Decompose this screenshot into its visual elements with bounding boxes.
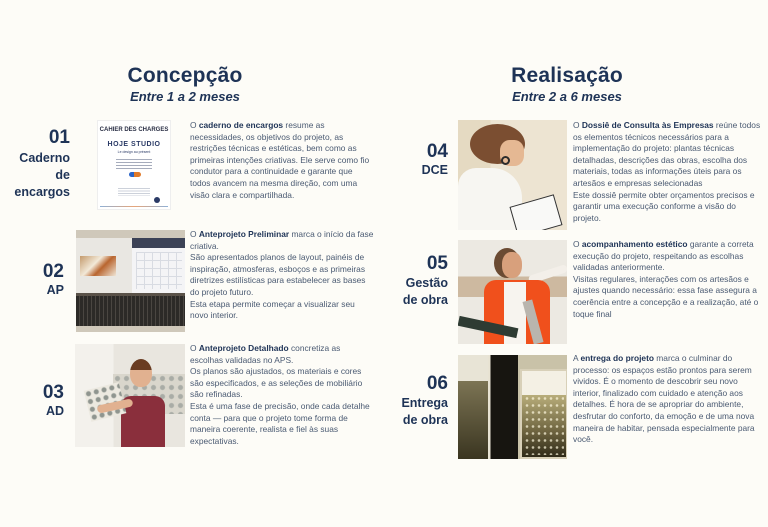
step-image-document-cover: [97, 120, 171, 210]
step-name: de obra: [402, 413, 448, 427]
laptop-screen-2d-plan: [132, 238, 185, 293]
step-name: de: [55, 168, 70, 182]
doc-contact-lines: [118, 188, 150, 196]
desc-keyword: entrega do projeto: [580, 353, 654, 363]
step-label-06: [388, 374, 448, 429]
champagne-glass-left: [458, 355, 488, 459]
section-duration: Entre 1 a 2 meses: [130, 89, 240, 104]
step-name: encargos: [14, 185, 70, 199]
step-name: de obra: [402, 293, 448, 307]
step-name: AD: [45, 404, 64, 418]
desc-text: concretiza as escolhas validadas no APS.: [190, 343, 341, 365]
step-label-01: [8, 128, 70, 201]
step-label-04: [390, 142, 448, 179]
desc-lead: O: [190, 343, 199, 353]
step-label-05: [388, 254, 448, 309]
step-number: 02: [42, 261, 64, 282]
seal-icon: [154, 197, 160, 203]
desc-paragraph: Os planos são ajustados, os materiais e cores são especificados, e as seleções de mobiliário são refinadas.: [190, 366, 363, 400]
step-label-02: [8, 262, 64, 299]
desc-paragraph: Visitas regulares, interações com os artesãos e ajustes quando necessário: essa fase assegura a coerência entre a concepção e a realização, até o toque final: [573, 273, 759, 319]
desc-paragraph: Este dossiê permite obter orçamentos precisos e garantir uma execução conforme a visão do projeto.: [573, 189, 755, 223]
desc-text: reúne todos os elementos técnicos necessários para a implementação do projeto: plantas técnicas detalhadas, descrições das obras, escolha dos materiais, todas as informações úteis para os artesãos e empresas selecionadas: [573, 120, 761, 188]
person-shirt: [458, 168, 522, 230]
step-description-04: [573, 120, 761, 224]
step-description-06: [573, 353, 761, 446]
section-duration: Entre 2 a 6 meses: [512, 89, 622, 104]
desc-text: garante a correta execução do projeto, respeitando as escolhas validadas anteriormente.: [573, 239, 754, 273]
desc-text: marca o início da fase criativa.: [190, 229, 374, 251]
desc-paragraph: [573, 120, 761, 190]
blueprint-grid: [136, 252, 182, 289]
desc-paragraph: [573, 239, 761, 274]
step-name: Caderno: [19, 151, 70, 165]
column-header-realisacao: [472, 64, 662, 105]
desc-lead: O: [573, 239, 582, 249]
desc-paragraph: Esta etapa permite começar a visualizar seu novo interior.: [190, 298, 355, 321]
step-name: Gestão: [405, 276, 448, 290]
person-head: [130, 359, 152, 387]
desc-keyword: caderno de encargos: [198, 120, 284, 130]
step-name: AP: [46, 283, 64, 297]
desc-lead: O: [190, 229, 199, 239]
step-number: 06: [426, 373, 448, 394]
step-number: 01: [48, 127, 70, 148]
bubbles: [524, 395, 564, 455]
laptop-screen-3d-plan: [76, 238, 132, 293]
step-description-02: [190, 229, 375, 322]
desc-lead: O: [573, 120, 582, 130]
desc-paragraph: São apresentados planos de layout, painéis de inspiração, atmosferas, esboços e as primeiras diretrizes estilísticas para estabelecer as bases do projeto futuro.: [190, 252, 366, 297]
desc-keyword: acompanhamento estético: [581, 239, 688, 249]
step-image-champagne-toast: [458, 355, 567, 459]
step-number: 04: [426, 141, 448, 162]
doc-footer-bar: [100, 206, 168, 207]
section-title: Concepção: [127, 64, 243, 87]
step-name: DCE: [421, 163, 448, 177]
desc-paragraph: Esta é uma fase de precisão, onde cada detalhe conta — para que o projeto tome forma de maneira coerente, realista e fiel às suas expectativas.: [190, 400, 370, 446]
desc-paragraph: [190, 343, 375, 366]
earring: [501, 156, 510, 165]
column-header-concepcao: [90, 64, 280, 105]
desc-keyword: Dossiê de Consulta às Empresas: [581, 120, 714, 130]
doc-brand: HOJE STUDIO: [107, 141, 161, 148]
step-description-03: [190, 343, 375, 447]
step-image-laptops-floor-plan: [76, 230, 185, 332]
desc-lead: O: [190, 120, 199, 130]
doc-heading: CAHIER DES CHARGES: [99, 127, 169, 133]
section-title: Realisação: [511, 64, 623, 87]
step-number: 05: [426, 253, 448, 274]
step-description-05: [573, 239, 761, 320]
desc-keyword: Anteprojeto Detalhado: [198, 343, 289, 353]
doc-text-lines: [116, 159, 152, 169]
laptop-keyboard: [76, 296, 185, 326]
person-face: [502, 252, 522, 278]
desc-text: marca o culminar do processo: os espaços estão prontos para serem vividos. É o momento de descobrir seu novo interior, finalizado com cuidado e atenção aos detalhes. É hora de se apropriar do ambiente, desfrutar do conforto, da emoção e de uma nova maneira de habitar, pensada especialmente para você.: [573, 353, 755, 445]
desc-keyword: Anteprojeto Preliminar: [198, 229, 290, 239]
brand-logo-icon: [129, 172, 141, 177]
desc-lead: A: [573, 353, 581, 363]
step-description-01: [190, 120, 373, 201]
desc-paragraph: [190, 229, 375, 252]
doc-tagline: Le design au présent: [117, 150, 151, 154]
step-label-03: [8, 383, 64, 420]
desc-text: resume as necessidades, os objetivos do projeto, as restrições técnicas e estéticas, bem como as primeiras intenções criativas. Ele serve como fio condutor para a continuidade e garante que todos avancem na mesma direção, com uma visão clara e compartilhada.: [190, 120, 370, 200]
step-name: Entrega: [401, 396, 448, 410]
step-image-woman-reviewing: [458, 120, 567, 230]
step-number: 03: [42, 382, 64, 403]
step-image-woman-tiles: [75, 344, 185, 447]
floor-plan-render: [80, 256, 116, 276]
step-image-site-supervision: [458, 240, 567, 344]
